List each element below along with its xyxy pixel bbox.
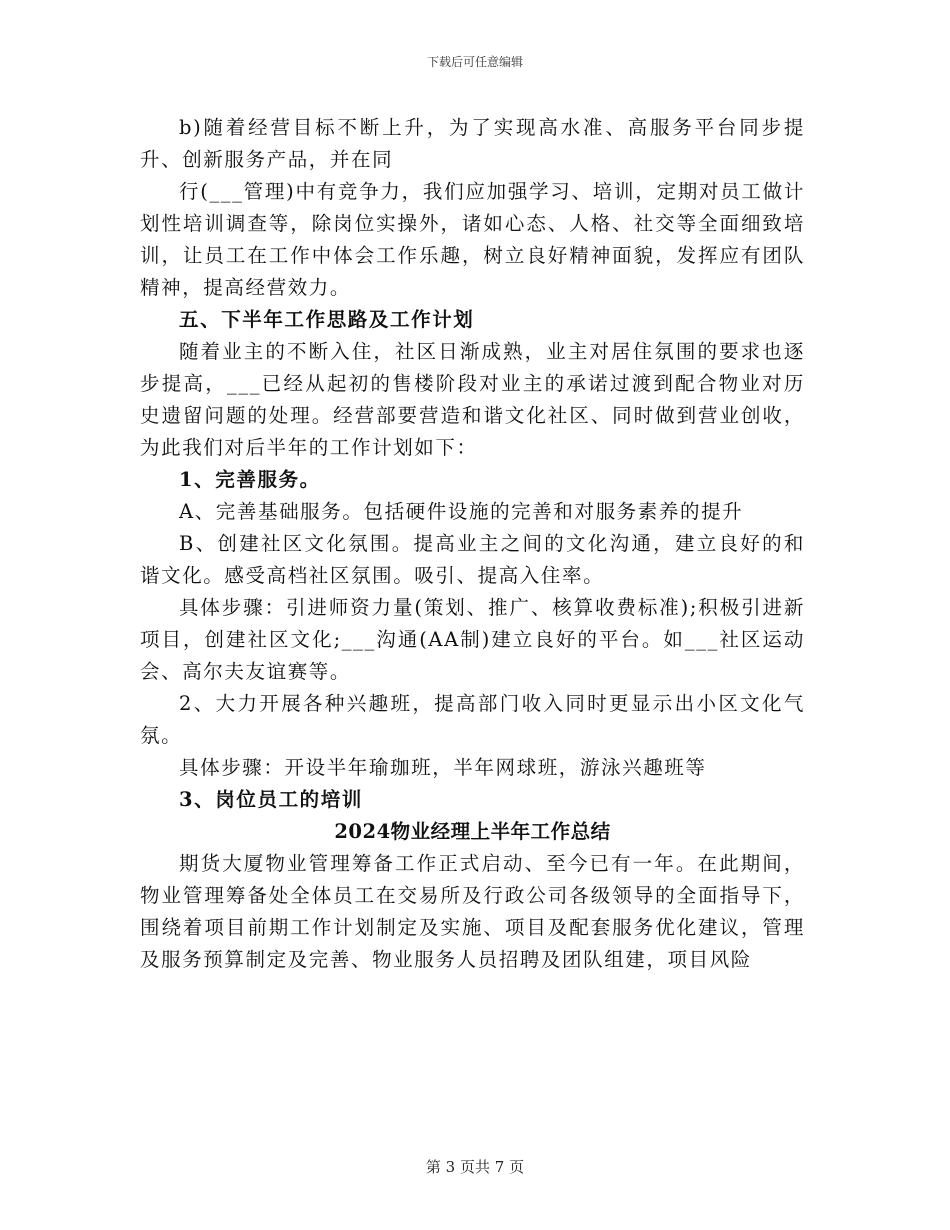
paragraph-training: 行(___管理)中有竞争力，我们应加强学习、培训，定期对员工做计划性培训调查等，除岗位实操外，诸如心态、人格、社交等全面细致培训，让员工在工作中体会工作乐趣，树立良好精神面貌，发挥应有团队精神，提高经营效力。 — [140, 180, 805, 299]
document-body — [140, 112, 805, 976]
paragraph-item-2: 2、大力开展各种兴趣班，提高部门收入同时更显示出小区文化气氛。 — [140, 692, 805, 747]
paragraph-intro-plan: 随着业主的不断入住，社区日渐成熟，业主对居住氛围的要求也逐步提高，___已经从起初的售楼阶段对业主的承诺过渡到配合物业对历史遗留问题的处理。经营部要营造和谐文化社区、同时做到营业创收，为此我们对后半年的工作计划如下： — [140, 340, 805, 459]
section-heading-5: 五、下半年工作思路及工作计划 — [179, 308, 475, 331]
item-heading-3: 3、岗位员工的培训 — [179, 788, 363, 811]
paragraph-b-culture: B、创建社区文化氛围。提高业主之间的文化沟通，建立良好的和谐文化。感受高档社区氛围。吸引、提高入住率。 — [140, 532, 805, 587]
page-footer: 第 3 页共 7 页 — [425, 1158, 525, 1176]
page-header: 下载后可任意编辑 — [426, 55, 523, 69]
document-title: 2024物业经理上半年工作总结 — [334, 820, 611, 843]
paragraph-a: A、完善基础服务。包括硬件设施的完善和对服务素养的提升 — [179, 500, 744, 523]
paragraph-summary: 期货大厦物业管理筹备工作正式启动、至今已有一年。在此期间，物业管理筹备处全体员工在交易所及行政公司各级领导的全面指导下，围绕着项目前期工作计划制定及实施、项目及配套服务优化建议，管理及服务预算制定及完善、物业服务人员招聘及团队组建，项目风险 — [140, 852, 805, 971]
paragraph-b: b)随着经营目标不断上升，为了实现高水准、高服务平台同步提升、创新服务产品，并在同 — [140, 116, 805, 171]
paragraph-steps-1: 具体步骤：引进师资力量(策划、推广、核算收费标准);积极引进新项目，创建社区文化;___沟通(AA制)建立良好的平台。如___社区运动会、高尔夫友谊赛等。 — [140, 596, 805, 683]
item-heading-1: 1、完善服务。 — [179, 468, 321, 491]
paragraph-steps-2: 具体步骤：开设半年瑜珈班，半年网球班，游泳兴趣班等 — [179, 756, 707, 779]
